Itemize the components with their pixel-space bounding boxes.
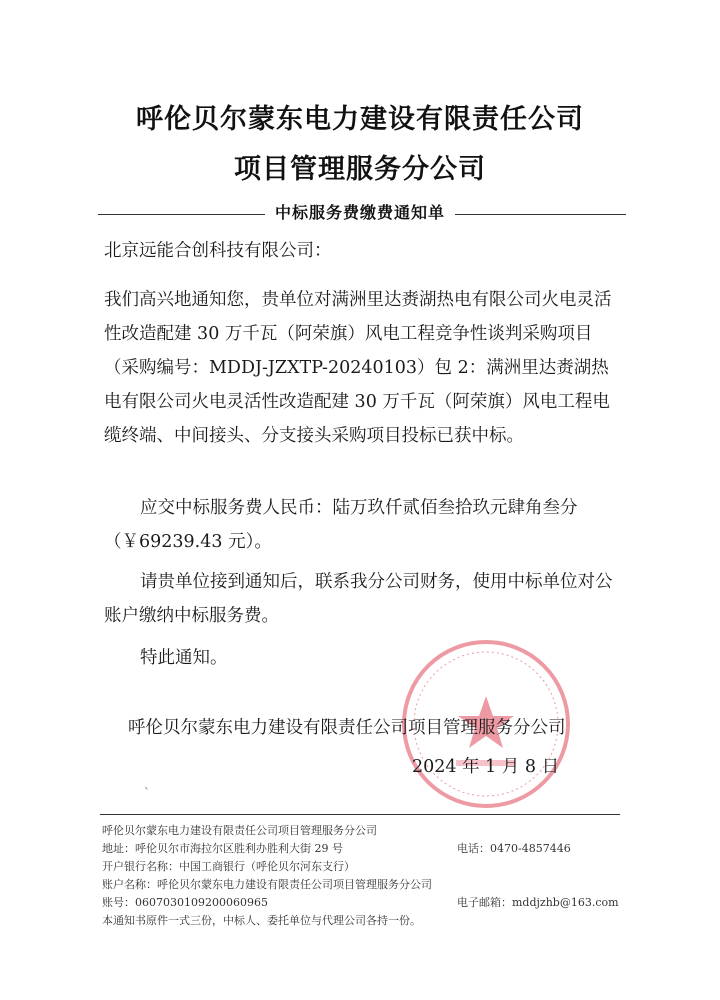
notice-title: 中标服务费缴费通知单 (265, 200, 455, 223)
paragraph-award: 我们高兴地通知您，贵单位对满洲里达赉湖热电有限公司火电灵活性改造配建 30 万千瓦（阿荣旗）风电工程竞争性谈判采购项目（采购编号：MDDJ-JZXTP-20240103）包 2：满洲里达赉湖热电有限公司火电灵活性改造配建 30 万千瓦（阿荣旗）风电工程电缆终端、中间接头、分支接头采购项目投标已获中标。 (104, 290, 612, 446)
footer-account-no: 账号：0607030109200060965 (102, 896, 268, 909)
footer-phone: 电话：0470-4857446 (457, 842, 571, 855)
footer-address: 地址：呼伦贝尔市海拉尔区胜利办胜利大街 29 号 (102, 842, 343, 855)
footer-company: 呼伦贝尔蒙东电力建设有限责任公司项目管理服务分公司 (102, 824, 377, 837)
recipient: 北京远能合创科技有限公司： (104, 241, 332, 261)
footer-email: 电子邮箱：mddjzhb@163.com (457, 896, 619, 909)
signature-date: 2024 年 1 月 8 日 (412, 757, 560, 777)
footer-account-name: 账户名称：呼伦贝尔蒙东电力建设有限责任公司项目管理服务分公司 (102, 878, 432, 891)
company-title: 呼伦贝尔蒙东电力建设有限责任公司 (136, 104, 584, 135)
footer-account-row (102, 894, 622, 912)
footer-bank: 开户银行名称：中国工商银行（呼伦贝尔河东支行） (102, 860, 355, 873)
paragraph-fee: 应交中标服务费人民币：陆万玖仟贰佰叁拾玖元肆角叁分（￥69239.43 元）。 (104, 498, 578, 552)
footer-note: 本通知书原件一式三份，中标人、委托单位与代理公司各持一份。 (102, 914, 421, 927)
paragraph-payment: 请贵单位接到通知后，联系我分公司财务，使用中标单位对公账户缴纳中标服务费。 (104, 572, 613, 626)
mark-dot: ` (144, 786, 150, 800)
footer-divider (100, 814, 620, 815)
signature-organization: 呼伦贝尔蒙东电力建设有限责任公司项目管理服务分公司 (128, 718, 566, 738)
footer-address-row (102, 840, 622, 858)
branch-title: 项目管理服务分公司 (234, 154, 486, 185)
paragraph-closing: 特此通知。 (140, 648, 228, 668)
notice-title-wrap (0, 200, 720, 223)
